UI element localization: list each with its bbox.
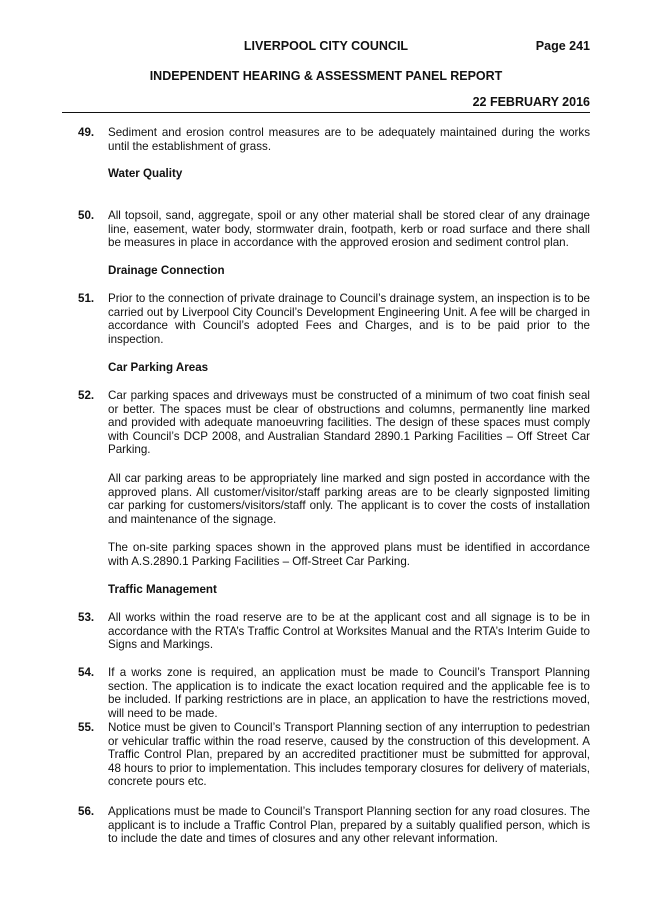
condition-text: Car parking spaces and driveways must be constructed of a minimum of two coat finish seal or better. The spaces must be clear of obstructions and columns, permanently line marked and provided with adequate manoeuvring facilities. The design of these spaces must comply with Council’s DCP 2008, and Australian Standard 2890.1 Parking Facilities – Off Street Car Parking.	[108, 389, 590, 457]
section-heading-drainage-connection: Drainage Connection	[108, 264, 225, 277]
header-divider	[62, 112, 590, 113]
condition-text: If a works zone is required, an application must be made to Council’s Transport Planning section. The application is to indicate the exact location required and the applicable fee is to be included. If parking restrictions are in place, an application to have the restrictions moved, will need to be made.	[108, 666, 590, 720]
report-date: 22 FEBRUARY 2016	[472, 95, 590, 109]
condition-number: 56.	[78, 805, 95, 818]
paragraph-text: The on-site parking spaces shown in the approved plans must be identified in accordance with A.S.2890.1 Parking Facilities – Off-Street Car Parking.	[108, 541, 590, 568]
section-heading-water-quality: Water Quality	[108, 167, 183, 180]
condition-number: 49.	[78, 126, 95, 139]
condition-text: Sediment and erosion control measures are to be adequately maintained during the works until the establishment of grass.	[108, 126, 590, 153]
condition-number: 55.	[78, 721, 95, 734]
report-title: INDEPENDENT HEARING & ASSESSMENT PANEL REPORT	[149, 69, 503, 83]
condition-text: Applications must be made to Council’s Transport Planning section for any road closures. The applicant is to include a Traffic Control Plan, prepared by a suitably qualified person, which is to include the date and times of closures and any other relevant information.	[108, 805, 590, 846]
condition-number: 52.	[78, 389, 95, 402]
paragraph-text: All car parking areas to be appropriately line marked and sign posted in accordance with the approved plans. All customer/visitor/staff parking areas are to be clearly signposted limiting car parking for customers/visitors/staff only. The applicant is to cover the costs of installation and maintenance of the signage.	[108, 472, 590, 526]
condition-number: 53.	[78, 611, 95, 624]
condition-text: All topsoil, sand, aggregate, spoil or any other material shall be stored clear of any drainage line, easement, water body, stormwater drain, footpath, kerb or road surface and there shall be measures in place in accordance with the approved erosion and sediment control plan.	[108, 209, 590, 250]
condition-number: 54.	[78, 666, 95, 679]
section-heading-car-parking: Car Parking Areas	[108, 361, 209, 374]
council-name: LIVERPOOL CITY COUNCIL	[243, 39, 409, 53]
condition-number: 50.	[78, 209, 95, 222]
section-heading-traffic-management: Traffic Management	[108, 583, 217, 596]
condition-text: Prior to the connection of private drainage to Council’s drainage system, an inspection is to be carried out by Liverpool City Council’s Development Engineering Unit. A fee will be charged in accordance with Council’s adopted Fees and Charges, and is to be paid prior to the inspection.	[108, 292, 590, 346]
condition-text: All works within the road reserve are to be at the applicant cost and all signage is to be in accordance with the RTA’s Traffic Control at Worksites Manual and the RTA’s Interim Guide to Signs and Markings.	[108, 611, 590, 652]
page-number: Page 241	[535, 39, 590, 53]
condition-number: 51.	[78, 292, 95, 305]
condition-text: Notice must be given to Council’s Transport Planning section of any interruption to pedestrian or vehicular traffic within the road reserve, caused by the construction of this development. A Traffic Control Plan, prepared by an accredited practitioner must be submitted for approval, 48 hours to prior to implementation. This includes temporary closures for delivery of materials, concrete pours etc.	[108, 721, 590, 789]
